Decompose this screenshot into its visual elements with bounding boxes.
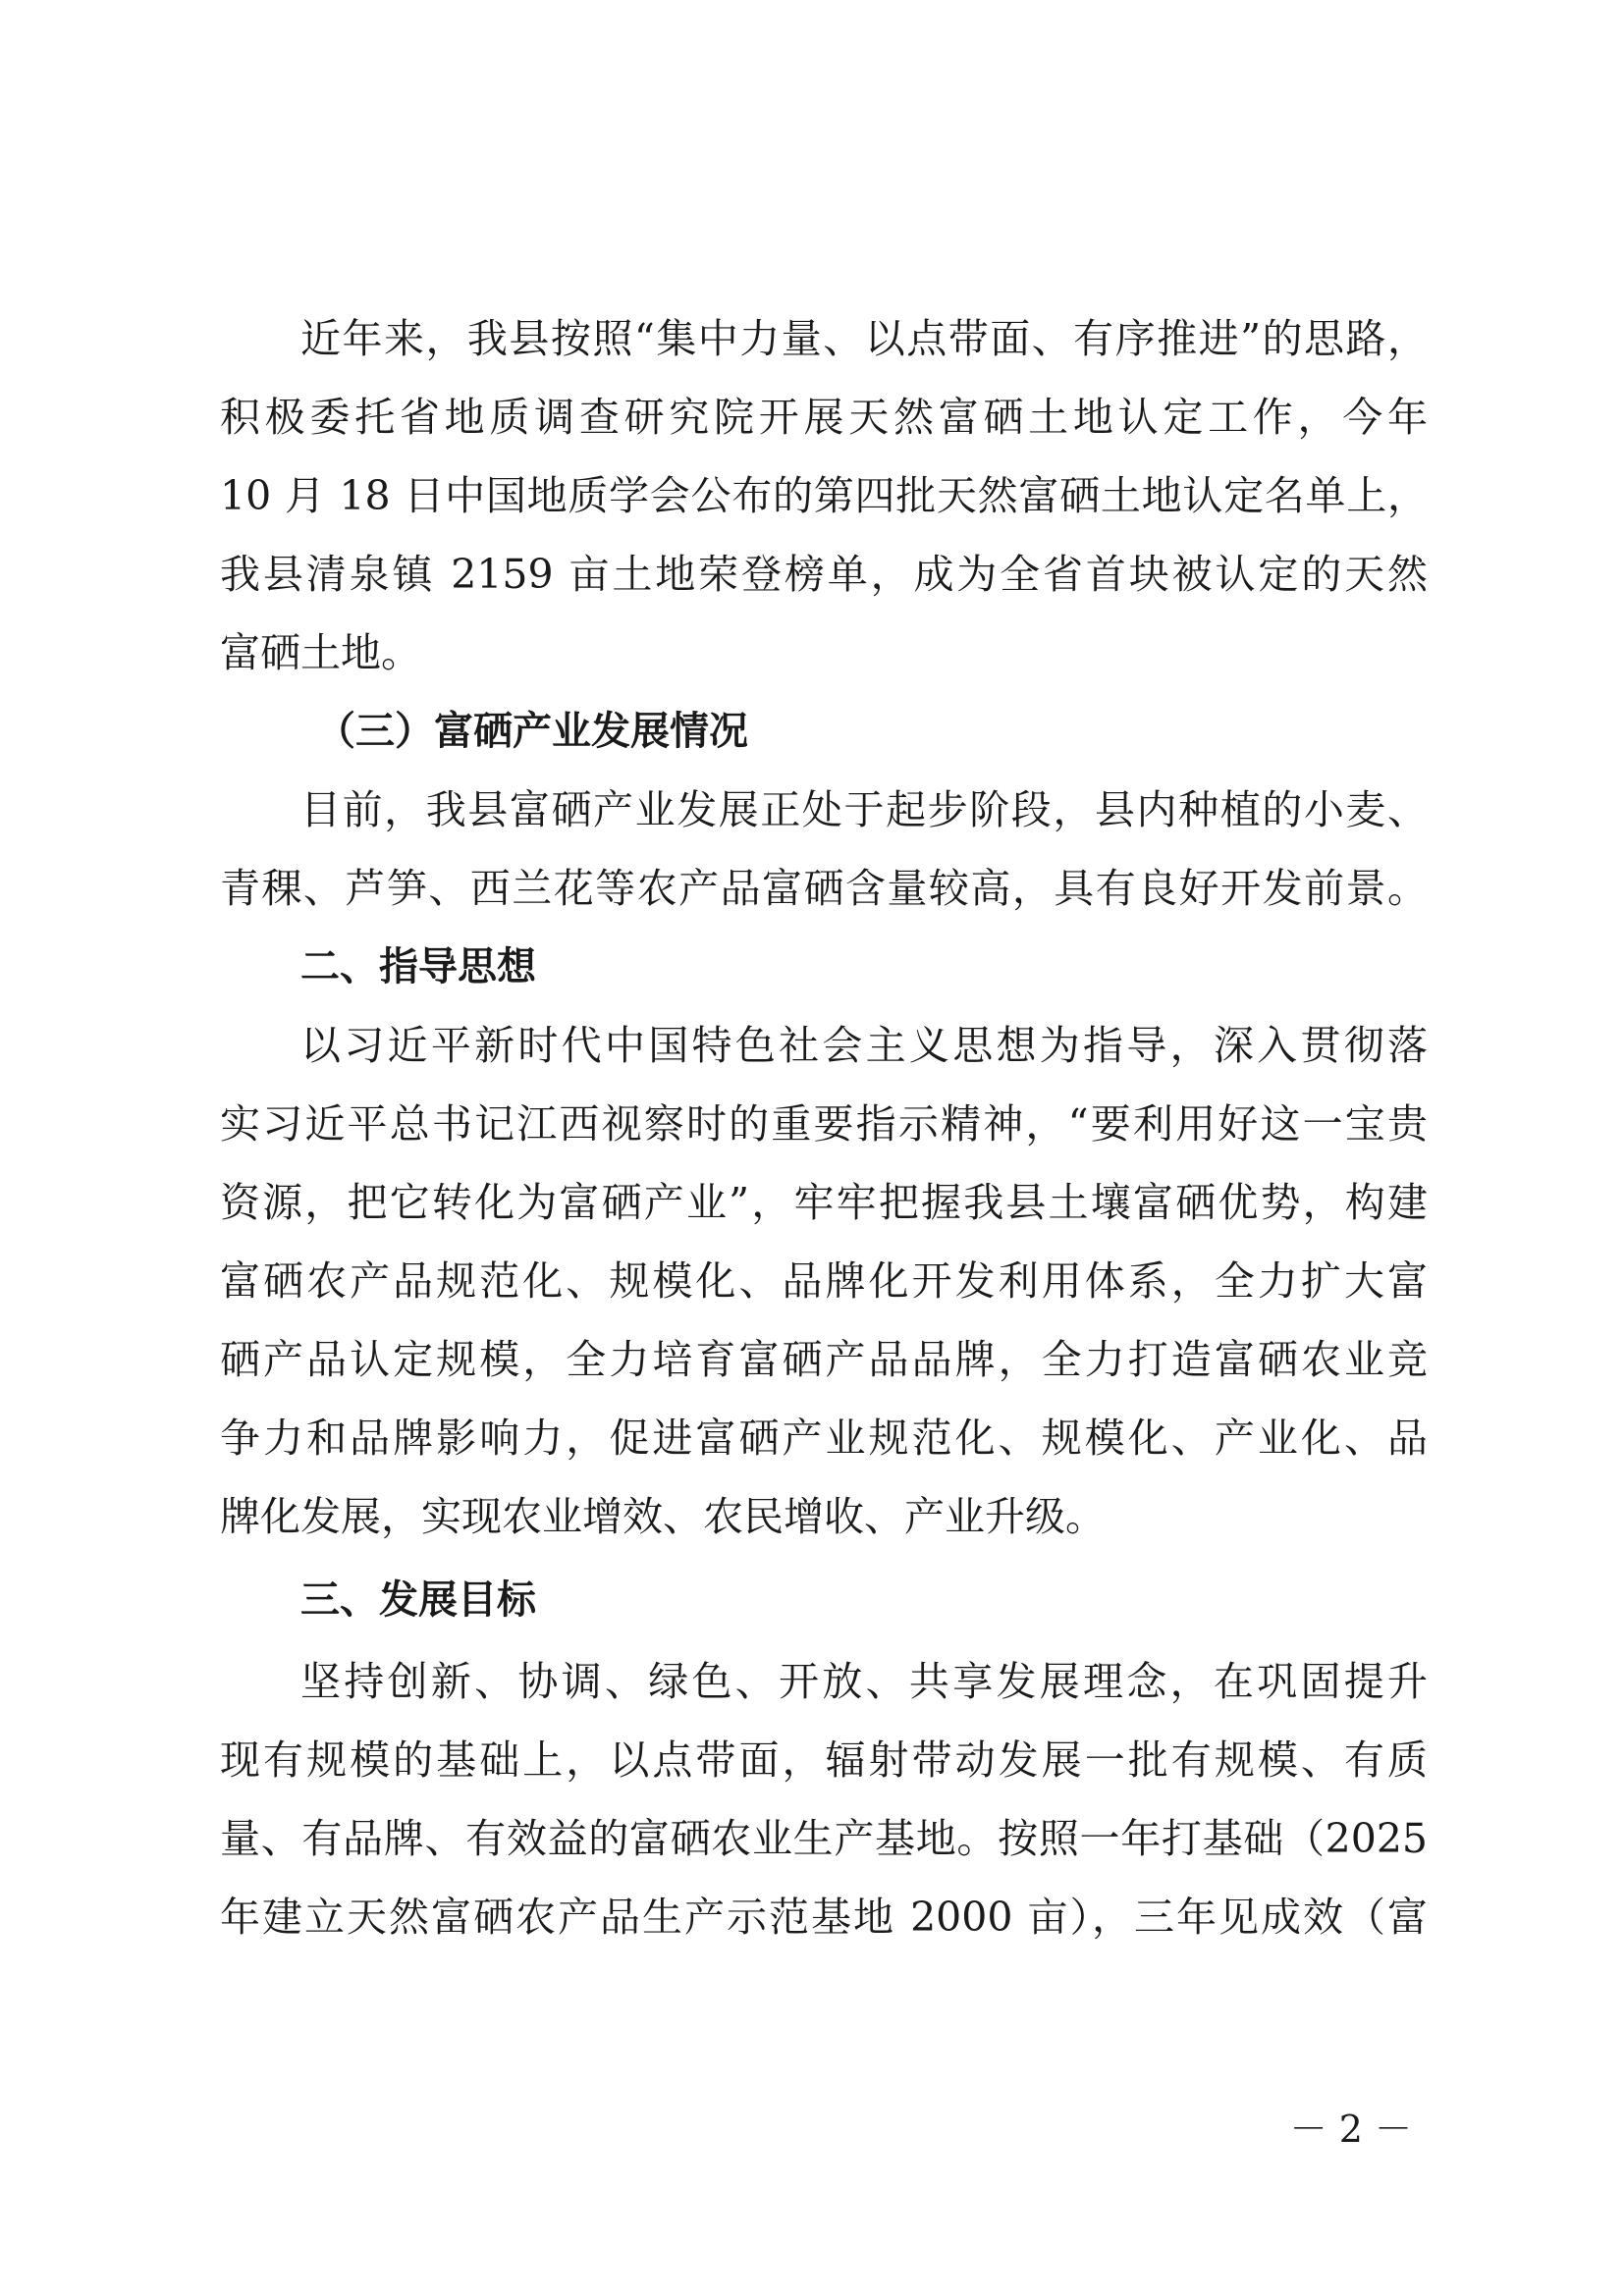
section-heading: 三、发展目标: [300, 1577, 536, 1623]
paragraph-line: 年建立天然富硒农产品生产示范基地 2000 亩），三年见成效（富: [220, 1894, 1428, 1941]
paragraph-line: 以习近平新时代中国特色社会主义思想为指导，深入贯彻落: [300, 1022, 1428, 1069]
section-heading: 二、指导思想: [300, 944, 536, 989]
paragraph-line: 量、有品牌、有效益的富硒农业生产基地。按照一年打基础（2025: [220, 1815, 1428, 1862]
paragraph-line: 牌化发展，实现农业增效、农民增收、产业升级。: [220, 1493, 1106, 1540]
paragraph-line: 坚持创新、协调、绿色、开放、共享发展理念，在巩固提升: [300, 1658, 1428, 1705]
paragraph-line: 富硒土地。: [220, 629, 421, 676]
paragraph-line: 10 月 18 日中国地质学会公布的第四批天然富硒土地认定名单上，: [220, 472, 1428, 519]
paragraph-line: 积极委托省地质调查研究院开展天然富硒土地认定工作，今年: [220, 394, 1428, 441]
paragraph-line: 我县清泉镇 2159 亩土地荣登榜单，成为全省首块被认定的天然: [220, 551, 1428, 598]
paragraph-line: 争力和品牌影响力，促进富硒产业规范化、规模化、产业化、品: [220, 1415, 1428, 1462]
paragraph-line: 目前，我县富硒产业发展正处于起步阶段，县内种植的小麦、: [300, 786, 1428, 833]
paragraph-line: 硒产品认定规模，全力培育富硒产品品牌，全力打造富硒农业竞: [220, 1336, 1428, 1383]
paragraph-line: 富硒农产品规范化、规模化、品牌化开发利用体系，全力扩大富: [220, 1257, 1428, 1305]
section-heading: （三）富硒产业发展情况: [316, 709, 748, 754]
paragraph-line: 现有规模的基础上，以点带面，辐射带动发展一批有规模、有质: [220, 1736, 1428, 1784]
paragraph-line: 实习近平总书记江西视察时的重要指示精神，“要利用好这一宝贵: [220, 1100, 1428, 1148]
paragraph-line: 青稞、芦笋、西兰花等农产品富硒含量较高，具有良好开发前景。: [220, 865, 1428, 912]
page-number: － 2 －: [1289, 2108, 1412, 2151]
paragraph-line: 资源，把它转化为富硒产业”，牢牢把握我县土壤富硒优势，构建: [220, 1179, 1428, 1226]
paragraph-line: 近年来，我县按照“集中力量、以点带面、有序推进”的思路，: [300, 315, 1428, 362]
